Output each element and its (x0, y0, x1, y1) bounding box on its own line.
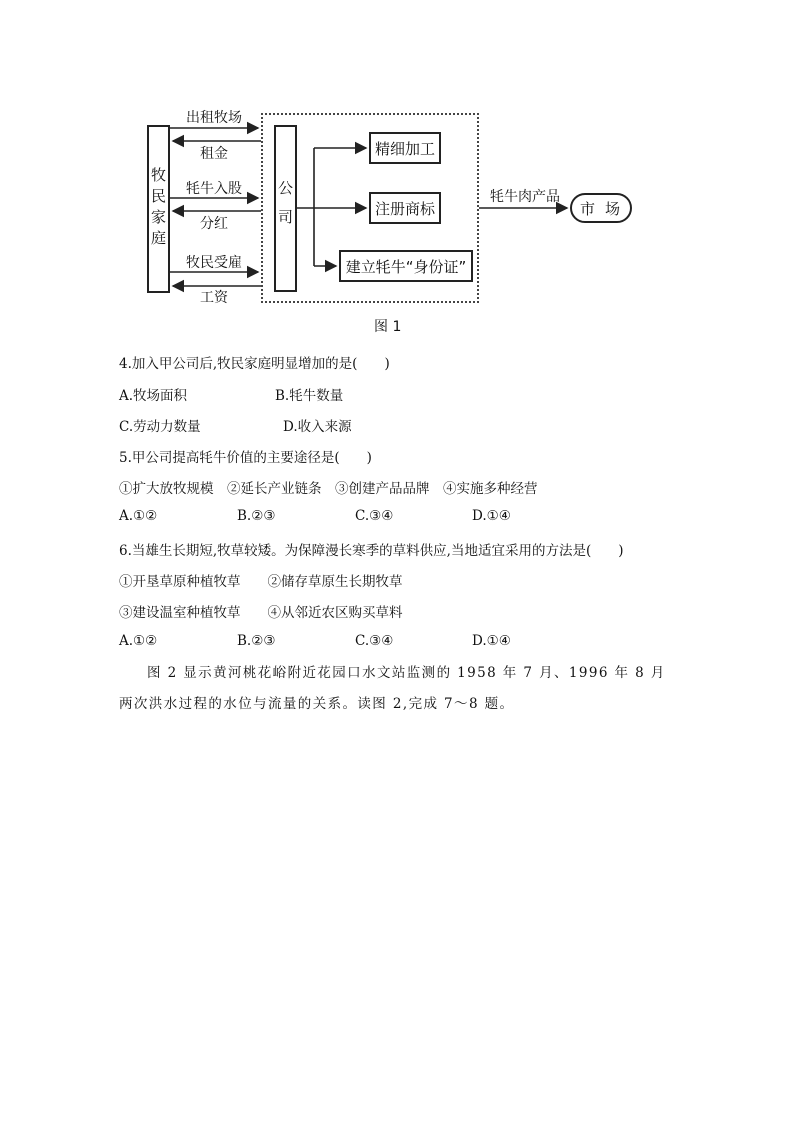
figure-1-diagram (140, 100, 630, 340)
q5-option-b: B.②③ (237, 508, 276, 524)
q4-stem: 4.加入甲公司后,牧民家庭明显增加的是( ) (119, 356, 390, 372)
figure-caption: 图 1 (374, 319, 402, 335)
company-box: 公司 (274, 125, 297, 292)
household-box: 牧民家庭 (147, 125, 170, 293)
label-wage: 工资 (200, 290, 228, 306)
q5-stem: 5.甲公司提高牦牛价值的主要途径是( ) (119, 450, 372, 466)
q4-option-d: D.收入来源 (283, 419, 352, 435)
q5-option-d: D.①④ (472, 508, 511, 524)
q6-option-b: B.②③ (237, 633, 276, 649)
q6-option-a: A.①② (119, 633, 158, 649)
q5-option-c: C.③④ (355, 508, 394, 524)
process-box-trademark: 注册商标 (369, 192, 441, 224)
q4-option-a: A.牧场面积 (119, 388, 188, 404)
market-box: 市场 (570, 193, 632, 223)
q6-stem: 6.当雄生长期短,牧草较矮。为保障漫长寒季的草料供应,当地适宜采用的方法是( ) (119, 543, 624, 559)
q5-option-a: A.①② (119, 508, 158, 524)
label-rent: 租金 (200, 146, 228, 162)
process-box-fine-processing: 精细加工 (369, 132, 441, 164)
figure-2-intro-paragraph: 图 2 显示黄河桃花峪附近花园口水文站监测的 1958 年 7 月、1996 年 8 月两次洪水过程的水位与流量的关系。读图 2,完成 7～8 题。 (119, 665, 666, 712)
q4-option-b: B.牦牛数量 (275, 388, 344, 404)
q4-option-c: C.劳动力数量 (119, 419, 201, 435)
label-invest: 牦牛入股 (186, 181, 242, 197)
q6-option-d: D.①④ (472, 633, 511, 649)
q6-items-line-1: ①开垦草原种植牧草 ②储存草原生长期牧草 (119, 574, 403, 590)
label-dividend: 分红 (200, 216, 228, 232)
q6-items-line-2: ③建设温室种植牧草 ④从邻近农区购买草料 (119, 605, 403, 621)
label-rent-out: 出租牧场 (186, 110, 242, 126)
q5-items: ①扩大放牧规模 ②延长产业链条 ③创建产品品牌 ④实施多种经营 (119, 481, 538, 497)
label-product: 牦牛肉产品 (490, 189, 560, 205)
label-hire: 牧民受雇 (186, 255, 242, 271)
process-box-yak-id: 建立牦牛“身份证” (339, 250, 473, 282)
q6-option-c: C.③④ (355, 633, 394, 649)
